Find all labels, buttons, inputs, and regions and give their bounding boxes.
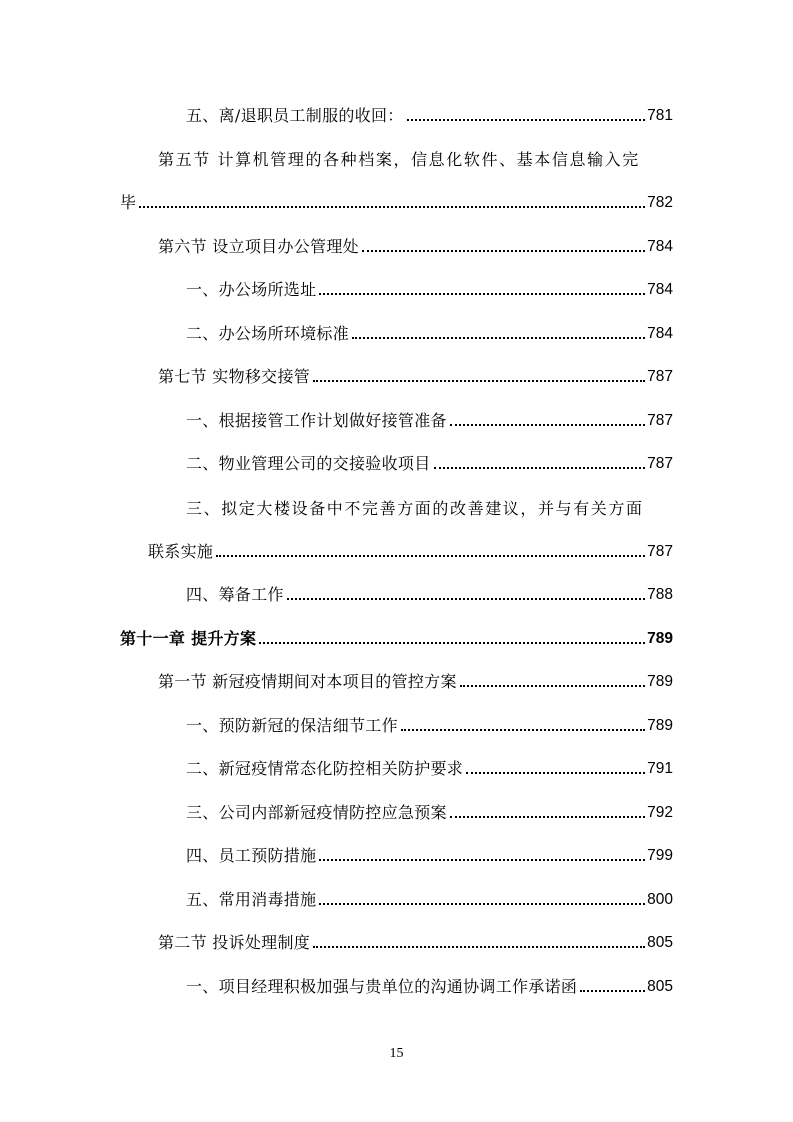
toc-entry[interactable] xyxy=(120,187,673,213)
toc-entry[interactable] xyxy=(186,100,673,126)
toc-entry-label: 四、员工预防措施 xyxy=(186,846,317,865)
dot-leader xyxy=(313,380,645,382)
toc-entry-page: 787 xyxy=(647,412,673,429)
toc-entry-label: 一、根据接管工作计划做好接管准备 xyxy=(186,411,447,430)
dot-leader xyxy=(319,859,645,861)
toc-entry-page: 788 xyxy=(647,586,673,603)
dot-leader xyxy=(580,990,645,992)
dot-leader xyxy=(401,729,645,731)
dot-leader xyxy=(259,642,645,644)
toc-entry-label: 第七节 实物移交接管 xyxy=(158,367,311,386)
toc-entry[interactable] xyxy=(186,753,673,779)
dot-leader xyxy=(450,816,645,818)
dot-leader xyxy=(216,555,645,557)
toc-entry-label: 二、物业管理公司的交接验收项目 xyxy=(186,454,431,473)
dot-leader xyxy=(319,903,645,905)
toc-entry-label: 毕 xyxy=(120,193,137,212)
toc-entry[interactable] xyxy=(158,361,673,387)
toc-entry-label: 四、筹备工作 xyxy=(186,585,284,604)
dot-leader xyxy=(407,119,646,121)
toc-entry-label: 联系实施 xyxy=(148,542,214,561)
toc-entry-label: 二、办公场所环境标准 xyxy=(186,324,350,343)
toc-entry[interactable] xyxy=(186,884,673,910)
toc-entry-label: 一、办公场所选址 xyxy=(186,280,317,299)
toc-entry-label: 一、项目经理积极加强与贵单位的沟通协调工作承诺函 xyxy=(186,977,578,996)
toc-entry[interactable] xyxy=(186,840,673,866)
toc-entry-page: 784 xyxy=(647,238,673,255)
toc-entry-page: 805 xyxy=(647,978,673,995)
toc-entry[interactable] xyxy=(186,274,673,300)
toc-entry[interactable] xyxy=(158,927,673,953)
toc-entry-label: 五、常用消毒措施 xyxy=(186,890,317,909)
toc-entry-label: 二、新冠疫情常态化防控相关防护要求 xyxy=(186,759,464,778)
toc-entry-page: 789 xyxy=(647,673,673,690)
toc-entry-page: 799 xyxy=(647,847,673,864)
toc-entry[interactable] xyxy=(186,448,673,474)
toc-entry-line1[interactable]: 第五节 计算机管理的各种档案，信息化软件、基本信息输入完 xyxy=(158,150,640,169)
toc-entry-page: 805 xyxy=(647,934,673,951)
toc-entry-page: 800 xyxy=(647,891,673,908)
toc-entry-label: 第六节 设立项目办公管理处 xyxy=(158,237,359,256)
toc-entry[interactable] xyxy=(186,579,673,605)
dot-leader xyxy=(319,293,645,295)
toc-entry-label: 五、离/退职员工制服的收回： xyxy=(186,106,404,125)
toc-entry-page: 787 xyxy=(647,455,673,472)
toc-entry-line1[interactable]: 三、拟定大楼设备中不完善方面的改善建议，并与有关方面 xyxy=(186,499,644,518)
toc-entry[interactable] xyxy=(148,536,673,562)
toc-entry[interactable] xyxy=(186,405,673,431)
toc-entry-page: 787 xyxy=(647,368,673,385)
toc-entry-label: 三、公司内部新冠疫情防控应急预案 xyxy=(186,803,447,822)
toc-entry-label: 第十一章 提升方案 xyxy=(120,629,257,648)
dot-leader xyxy=(362,250,645,252)
toc-chapter-entry[interactable] xyxy=(120,623,673,649)
toc-entry-page: 787 xyxy=(647,543,673,560)
dot-leader xyxy=(434,467,646,469)
toc-entry-page: 781 xyxy=(647,107,673,124)
toc-entry-page: 789 xyxy=(647,717,673,734)
toc-entry-page: 792 xyxy=(647,804,673,821)
toc-entry-label: 第二节 投诉处理制度 xyxy=(158,933,311,952)
toc-entry-page: 784 xyxy=(647,325,673,342)
toc-entry[interactable] xyxy=(158,231,673,257)
toc-entry-page: 791 xyxy=(647,760,673,777)
toc-entry-page: 782 xyxy=(647,194,673,211)
toc-entry[interactable] xyxy=(158,666,673,692)
dot-leader xyxy=(466,772,645,774)
toc-entry[interactable] xyxy=(186,710,673,736)
toc-entry-page: 784 xyxy=(647,281,673,298)
toc-entry[interactable] xyxy=(186,797,673,823)
toc-entry-label: 第一节 新冠疫情期间对本项目的管控方案 xyxy=(158,672,457,691)
dot-leader xyxy=(313,946,645,948)
page-number: 15 xyxy=(389,1046,404,1061)
toc-entry[interactable] xyxy=(186,971,673,997)
dot-leader xyxy=(450,424,645,426)
toc-entry-page: 789 xyxy=(647,630,673,647)
dot-leader xyxy=(287,598,645,600)
dot-leader xyxy=(460,685,645,687)
dot-leader xyxy=(139,206,645,208)
toc-entry[interactable] xyxy=(186,318,673,344)
dot-leader xyxy=(352,337,645,339)
toc-entry-label: 一、预防新冠的保洁细节工作 xyxy=(186,716,398,735)
